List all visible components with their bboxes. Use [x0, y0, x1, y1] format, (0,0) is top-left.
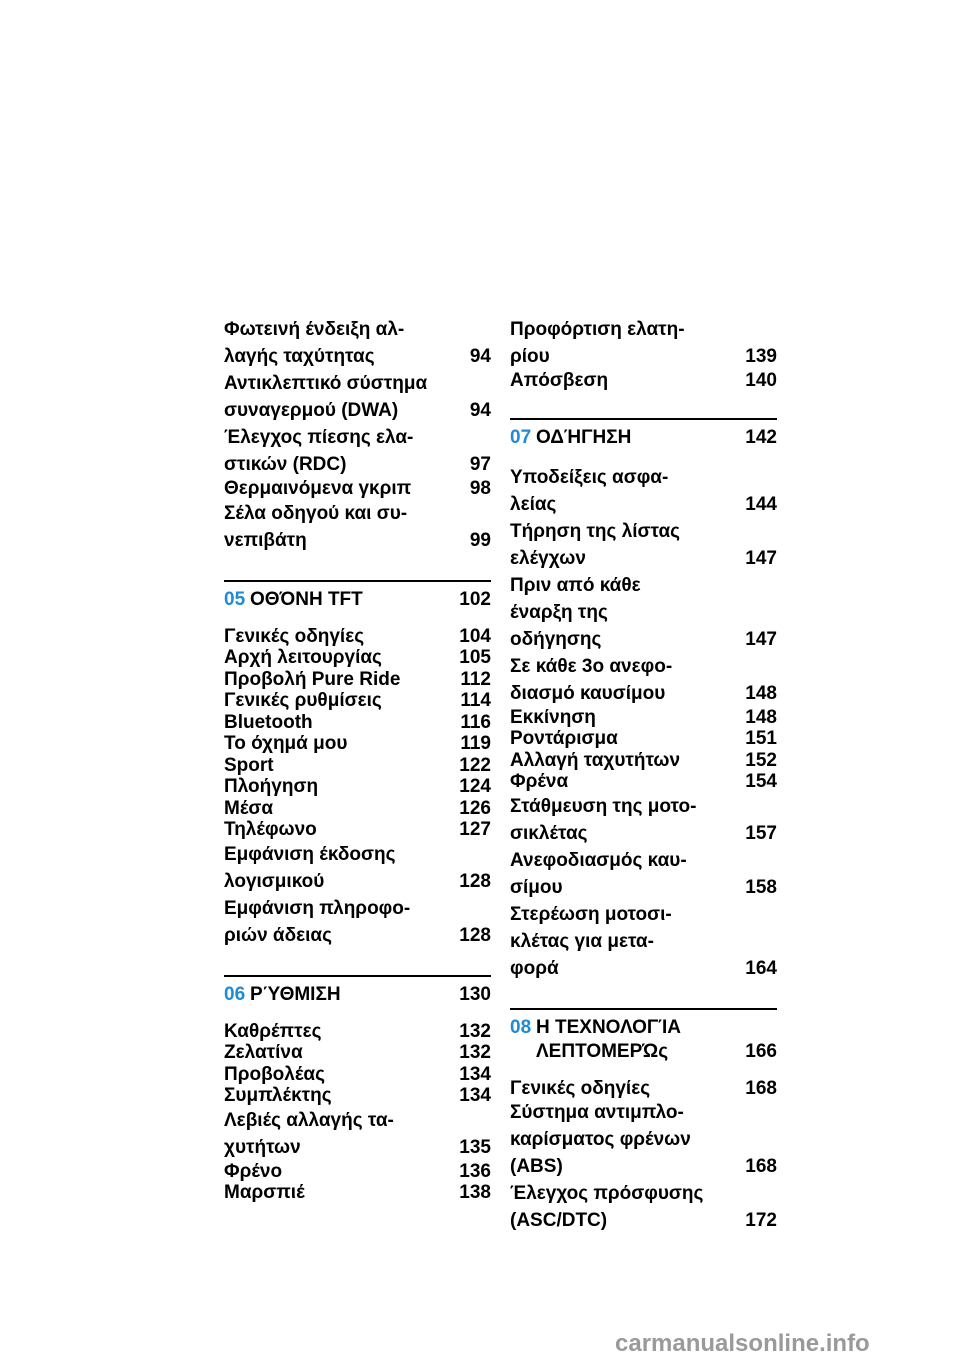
toc-entry-page: 99	[469, 529, 491, 551]
toc-entry-title: Πλοήγηση	[224, 776, 319, 797]
toc-entry-page: 94	[469, 346, 491, 367]
toc-entry-title: Sport	[224, 754, 274, 776]
toc-entry[interactable]	[510, 1099, 777, 1180]
toc-entry-page: 164	[745, 957, 777, 979]
toc-entry[interactable]	[224, 647, 491, 669]
toc-entry[interactable]	[510, 653, 777, 707]
watermark: carmanualsonline.info	[615, 1330, 870, 1357]
toc-entry[interactable]	[224, 776, 491, 798]
section-page: 102	[459, 588, 491, 610]
toc-entry-title: Σύστημα αντιμπλο- καρίσματος φρένων (ABS)	[510, 1102, 691, 1177]
toc-entry-page: 128	[459, 870, 491, 892]
section-page: 166	[745, 1040, 777, 1062]
toc-entry-title: Φρένα	[510, 771, 569, 792]
toc-entry-page: 148	[745, 682, 777, 704]
toc-entry[interactable]	[224, 712, 491, 734]
toc-group-top	[224, 316, 491, 554]
toc-entry-title: Εμφάνιση πληροφο- ριών άδειας	[224, 897, 411, 946]
toc-entry[interactable]	[510, 707, 777, 729]
section-07-heading[interactable]	[510, 418, 777, 450]
toc-group-section-07	[510, 464, 777, 982]
toc-entry-title: Γενικές οδηγίες	[224, 625, 365, 647]
toc-entry[interactable]	[224, 733, 491, 755]
toc-entry-title: Υποδείξεις ασφα- λείας	[510, 466, 669, 515]
toc-entry[interactable]	[224, 478, 491, 500]
toc-entry-page: 127	[459, 819, 491, 840]
toc-entry-page: 98	[469, 478, 491, 499]
toc-entry-page: 132	[459, 1020, 491, 1042]
toc-entry-title: Bluetooth	[224, 711, 313, 733]
section-title: ΟΔΉΓΗΣΗ	[536, 426, 632, 448]
toc-entry-page: 172	[745, 1210, 777, 1231]
toc-entry-page: 148	[745, 706, 777, 728]
toc-right-column	[510, 316, 777, 1234]
toc-entry-page: 158	[745, 876, 777, 898]
section-08-heading[interactable]	[510, 1008, 777, 1064]
toc-entry-page: 139	[745, 346, 777, 367]
toc-entry-title: Γενικές ρυθμίσεις	[224, 690, 382, 711]
toc-entry-title: Προφόρτιση ελατη- ρίου	[510, 319, 685, 367]
toc-entry[interactable]	[510, 750, 777, 772]
toc-entry-title: Φωτεινή ένδειξη αλ- λαγής ταχύτητας	[224, 319, 405, 367]
toc-entry-page: 147	[745, 547, 777, 569]
toc-entry-title: Μαρσπιέ	[224, 1182, 305, 1203]
toc-entry-title: Αλλαγή ταχυτήτων	[510, 749, 681, 771]
toc-entry[interactable]	[224, 316, 491, 370]
toc-entry-page: 132	[459, 1042, 491, 1063]
toc-entry-page: 136	[459, 1160, 491, 1182]
toc-entry-page: 144	[745, 493, 777, 515]
toc-entry[interactable]	[510, 316, 777, 370]
toc-entry[interactable]	[510, 1078, 777, 1100]
section-title: ΟΘΌΝΗ TFT	[250, 588, 363, 610]
toc-entry[interactable]	[224, 500, 491, 554]
toc-entry[interactable]	[224, 755, 491, 777]
toc-entry-page: 147	[745, 628, 777, 650]
toc-entry[interactable]	[224, 626, 491, 648]
toc-entry[interactable]	[510, 728, 777, 750]
section-number: 08	[510, 1016, 532, 1038]
toc-entry-title: Φρένο	[224, 1160, 283, 1182]
section-06-heading[interactable]	[224, 975, 491, 1007]
toc-entry-title: Εμφάνιση έκδοσης λογισμικού	[224, 843, 396, 892]
toc-entry[interactable]	[224, 669, 491, 691]
toc-entry[interactable]	[224, 798, 491, 820]
toc-entry-title: Ανεφοδιασμός καυ- σίμου	[510, 849, 687, 898]
toc-entry[interactable]	[224, 1085, 491, 1107]
toc-entry-page: 119	[460, 733, 491, 754]
toc-entry-title: Τηλέφωνο	[224, 819, 317, 840]
section-page: 142	[745, 426, 777, 448]
toc-entry[interactable]	[224, 1064, 491, 1086]
toc-entry-page: 168	[745, 1156, 777, 1177]
toc-entry[interactable]	[510, 901, 777, 982]
toc-entry-page: 114	[460, 690, 491, 711]
toc-entry-page: 140	[745, 370, 777, 391]
toc-entry[interactable]	[224, 1021, 491, 1043]
toc-entry-page: 135	[459, 1136, 491, 1158]
toc-entry[interactable]	[224, 895, 491, 949]
toc-group-section-08	[510, 1078, 777, 1235]
toc-entry-title: Απόσβεση	[510, 370, 609, 391]
section-title: Η ΤΕΧΝΟΛΟΓΊΑ ΛΕΠΤΟΜΕΡΏς	[536, 1016, 682, 1062]
toc-entry-title: Συμπλέκτης	[224, 1085, 332, 1106]
toc-group-section-06	[224, 1021, 491, 1204]
toc-entry-title: Λεβιές αλλαγής τα- χυτήτων	[224, 1109, 394, 1158]
toc-entry-page: 116	[460, 711, 491, 733]
section-05-heading[interactable]	[224, 580, 491, 612]
toc-entry-page: 134	[459, 1063, 491, 1085]
toc-entry-page: 94	[469, 400, 491, 421]
toc-group-section-05	[224, 626, 491, 949]
toc-entry[interactable]	[510, 464, 777, 518]
toc-entry-page: 112	[460, 668, 491, 690]
toc-entry-page: 154	[745, 771, 777, 792]
toc-entry-title: Έλεγχος πίεσης ελα- στικών (RDC)	[224, 427, 414, 475]
toc-entry[interactable]	[224, 424, 491, 478]
toc-entry-title: Θερμαινόμενα γκριπ	[224, 478, 412, 499]
toc-entry[interactable]	[510, 1180, 777, 1234]
toc-entry-page: 105	[459, 647, 491, 668]
toc-entry[interactable]	[224, 819, 491, 841]
section-number: 06	[224, 983, 246, 1005]
toc-entry-page: 97	[469, 454, 491, 475]
toc-entry[interactable]	[224, 1161, 491, 1183]
toc-entry-page: 122	[459, 754, 491, 776]
toc-entry-page: 138	[459, 1182, 491, 1203]
section-page: 130	[459, 983, 491, 1005]
toc-entry[interactable]	[224, 841, 491, 895]
toc-entry-title: Στερέωση μοτοσι- κλέτας για μετα- φορά	[510, 903, 672, 979]
toc-entry-page: 157	[745, 822, 777, 844]
toc-entry-page: 104	[459, 625, 491, 647]
toc-entry-title: Γενικές οδηγίες	[510, 1077, 651, 1099]
toc-entry-title: Σέλα οδηγού και συ- νεπιβάτη	[224, 502, 408, 551]
toc-entry[interactable]	[510, 572, 777, 653]
toc-entry[interactable]	[224, 1107, 491, 1161]
toc-entry[interactable]	[224, 1182, 491, 1204]
toc-entry-title: Μέσα	[224, 797, 274, 819]
toc-entry-title: Πριν από κάθε έναρξη της οδήγησης	[510, 574, 641, 650]
toc-entry[interactable]	[510, 771, 777, 793]
toc-entry-page: 151	[745, 728, 777, 749]
toc-entry-title: Τήρηση της λίστας ελέγχων	[510, 520, 681, 569]
toc-entry[interactable]	[224, 370, 491, 424]
toc-entry-title: Ζελατίνα	[224, 1042, 303, 1063]
toc-entry-title: Αρχή λειτουργίας	[224, 647, 382, 668]
toc-entry-title: Προβολή Pure Ride	[224, 668, 401, 690]
toc-entry[interactable]	[224, 1042, 491, 1064]
toc-entry-page: 124	[459, 776, 491, 797]
toc-entry-title: Το όχημά μου	[224, 733, 348, 754]
section-title: ΡΎΘΜΙΣΗ	[250, 983, 341, 1005]
toc-entry-title: Καθρέπτες	[224, 1020, 322, 1042]
toc-entry-title: Στάθμευση της μοτο- σικλέτας	[510, 795, 697, 844]
toc-entry-page: 134	[459, 1085, 491, 1106]
toc-left-column	[224, 316, 491, 1204]
toc-entry[interactable]	[510, 793, 777, 847]
toc-entry-title: Έλεγχος πρόσφυσης (ASC/DTC)	[510, 1183, 704, 1231]
toc-entry-title: Εκκίνηση	[510, 706, 596, 728]
section-number: 07	[510, 426, 532, 448]
toc-entry-page: 126	[459, 797, 491, 819]
toc-entry-title: Αντικλεπτικό σύστημα συναγερμού (DWA)	[224, 373, 428, 421]
toc-entry-page: 152	[745, 749, 777, 771]
toc-entry[interactable]	[510, 518, 777, 572]
toc-entry[interactable]	[510, 370, 777, 392]
toc-entry[interactable]	[224, 690, 491, 712]
toc-group-top	[510, 316, 777, 392]
toc-entry[interactable]	[510, 847, 777, 901]
section-number: 05	[224, 588, 246, 610]
toc-entry-page: 168	[745, 1077, 777, 1099]
toc-entry-title: Σε κάθε 3ο ανεφο- διασμό καυσίμου	[510, 655, 673, 704]
toc-entry-title: Ροντάρισμα	[510, 728, 618, 749]
toc-entry-title: Προβολέας	[224, 1063, 325, 1085]
toc-entry-page: 128	[459, 924, 491, 946]
